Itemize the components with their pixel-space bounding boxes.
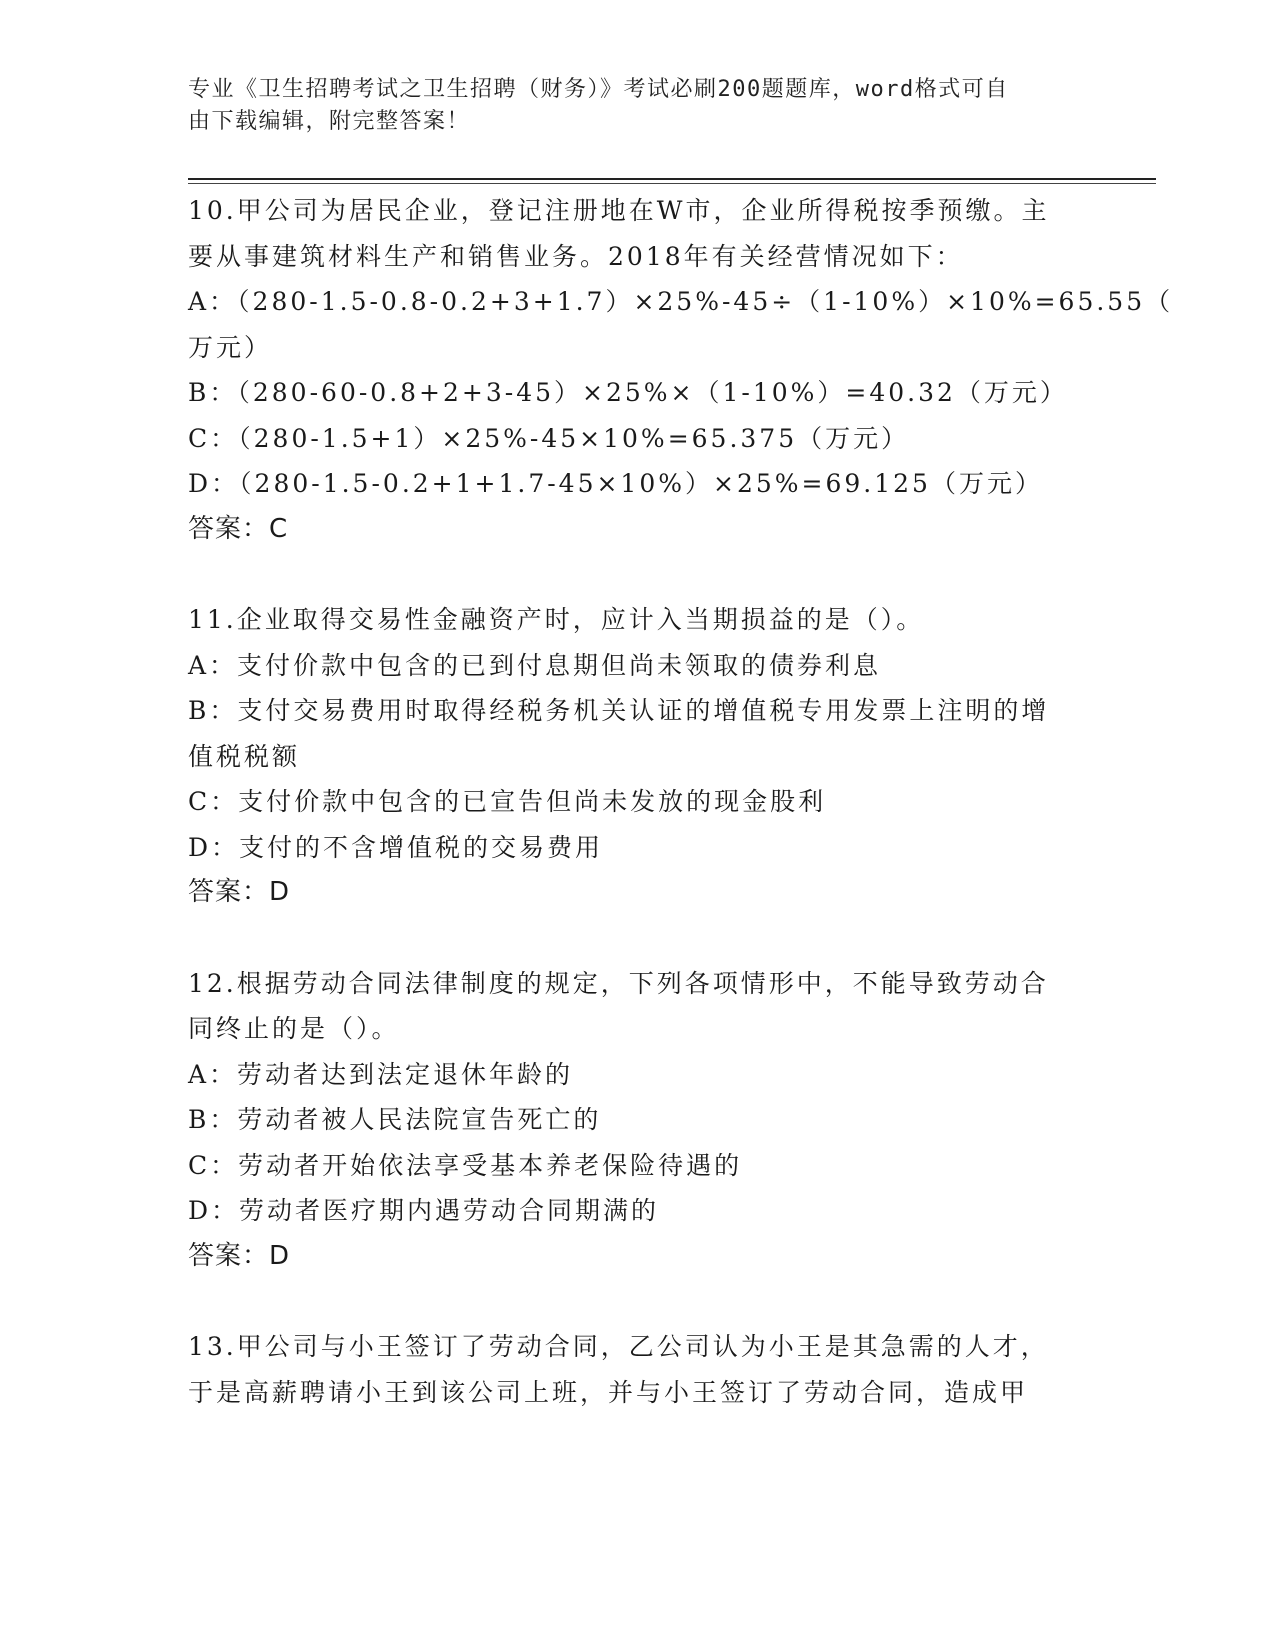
question-stem-line: 于是高薪聘请小王到该公司上班，并与小王签订了劳动合同，造成甲 (188, 1377, 1029, 1407)
question-stem-line: 同终止的是（）。 (188, 1014, 400, 1043)
answer-line: 答案：D (188, 877, 291, 907)
option-line: D：劳动者医疗期内遇劳动合同期满的 (188, 1196, 660, 1225)
header-line: 专业《卫生招聘考试之卫生招聘（财务）》考试必刷200题题库，word格式可自 (188, 77, 1009, 102)
question-stem-line: 12.根据劳动合同法律制度的规定，下列各项情形中，不能导致劳动合 (188, 968, 1049, 998)
option-line: D：支付的不含增值税的交易费用 (188, 832, 604, 862)
option-line: A：劳动者达到法定退休年龄的 (188, 1059, 574, 1089)
option-line: B：（280-60-0.8+2+3-45）×25%×（1-10%）=40.32（万元） (188, 378, 1068, 407)
question-list (188, 188, 1174, 1460)
option-line: B：支付交易费用时取得经税务机关认证的增值税专用发票上注明的增 (188, 696, 1050, 725)
answer-line: 答案：C (188, 513, 289, 544)
option-line: C：（280-1.5+1）×25%-45×10%=65.375（万元） (188, 423, 910, 453)
question-block (188, 1324, 1088, 1415)
option-line: 值税税额 (188, 741, 301, 771)
question-block (188, 961, 1088, 1280)
question-stem-line: 10.甲公司为居民企业，登记注册地在W市，企业所得税按季预缴。主 (188, 196, 1050, 225)
option-line: 万元） (188, 332, 273, 362)
option-line: D：（280-1.5-0.2+1+1.7-45×10%）×25%=69.125（万元） (188, 469, 1043, 498)
question-stem-line: 要从事建筑材料生产和销售业务。2018年有关经营情况如下： (188, 241, 964, 271)
option-line: A：支付价款中包含的已到付息期但尚未领取的债券利息 (188, 650, 882, 680)
header-divider (188, 178, 1156, 180)
header-divider-thin (188, 183, 1156, 184)
option-line: C：支付价款中包含的已宣告但尚未发放的现金股利 (188, 787, 827, 816)
answer-line: 答案：D (188, 1240, 291, 1271)
question-stem-line: 11.企业取得交易性金融资产时，应计入当期损益的是（）。 (188, 605, 925, 634)
header-line: 由下载编辑，附完整答案！ (188, 109, 471, 134)
option-line: C：劳动者开始依法享受基本养老保险待遇的 (188, 1150, 743, 1180)
question-block (188, 597, 1088, 916)
option-line: A：（280-1.5-0.8-0.2+3+1.7）×25%-45÷（1-10%）×10%=65.55（ (188, 287, 1174, 316)
document-header (188, 74, 1068, 138)
question-stem-line: 13.甲公司与小王签订了劳动合同，乙公司认为小王是其急需的人才， (188, 1332, 1049, 1361)
question-block (188, 188, 1174, 552)
option-line: B：劳动者被人民法院宣告死亡的 (188, 1105, 602, 1134)
